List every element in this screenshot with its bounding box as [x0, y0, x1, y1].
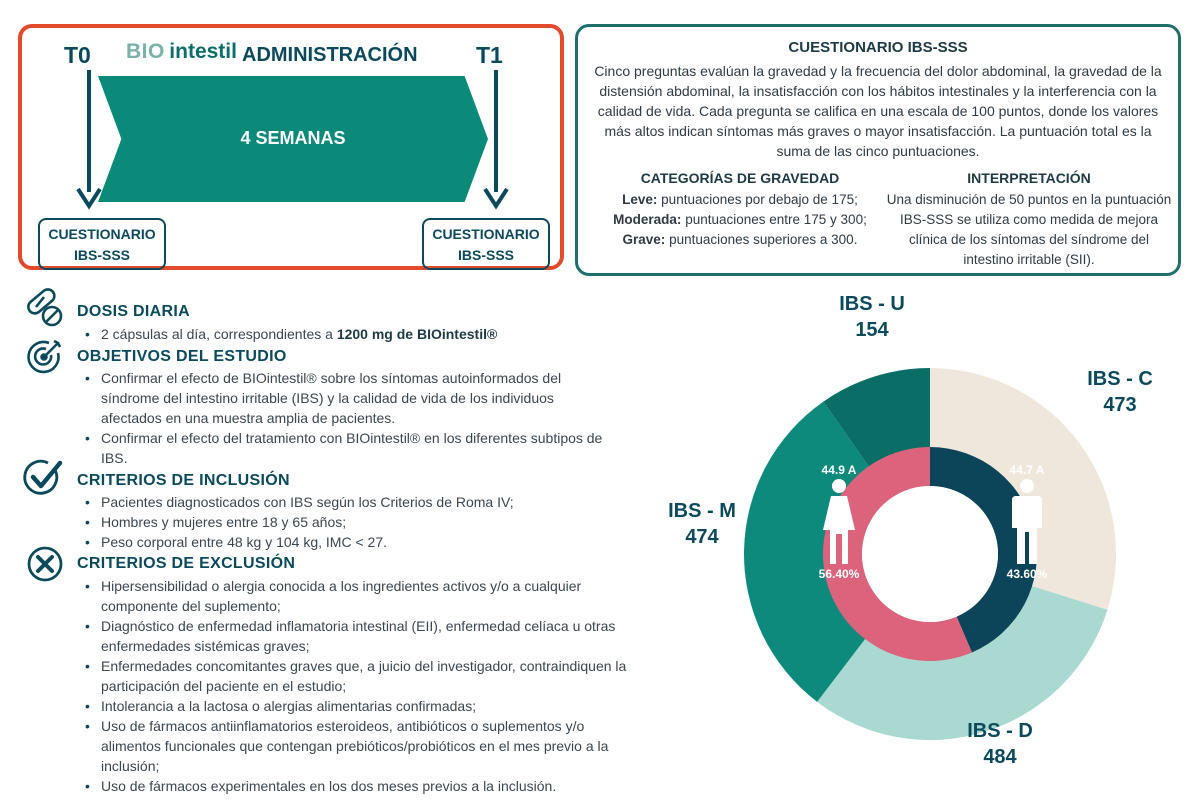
logo-bio-text: BIO [126, 40, 165, 63]
exclusion-item-1: • Hipersensibilidad o alergia conocida a los ingredientes activos y/o a cualquier componente del suplemento; [77, 576, 637, 616]
exclusion-item-2: • Diagnóstico de enfermedad inflamatoria intestinal (EII), enfermedad celíaca u otras enfermedades sistémicas graves; [77, 616, 637, 656]
ibs-u-value: 154 [855, 319, 889, 341]
t0-label: T0 [64, 42, 91, 68]
inclusion-item-1: • Pacientes diagnosticados con IBS según los Criterios de Roma IV; [77, 492, 637, 512]
questionnaire-t0-line2: IBS-SSS [73, 247, 130, 263]
exclusion-item-3: • Enfermedades concomitantes graves que, a juicio del investigador, contraindiquen la participación del paciente en el estudio; [77, 656, 637, 696]
exclusion-x-icon [26, 545, 64, 583]
questionnaire-t1-line2: IBS-SSS [457, 247, 514, 263]
exclusion-item-4: • Intolerancia a la lactosa o alergias alimentarias confirmadas; [77, 696, 637, 716]
severity-severe: Grave: puntuaciones superiores a 300. [622, 232, 858, 247]
ibs-d-label [940, 718, 1060, 770]
ibs-m-label [642, 498, 762, 550]
questionnaire-t1-box [422, 218, 550, 270]
male-age-label: 44.7 A [1009, 463, 1045, 477]
objective-item-1: • Confirmar el efecto de BIOintestil® sobre los síntomas autoinformados del síndrome del intestino irritable (IBS) y la calidad de vida de los individuos afectados en una muestra amplia de pacientes. [77, 368, 617, 428]
questionnaire-description: Cinco preguntas evalúan la gravedad y la frecuencia del dolor abdominal, la gravedad de la distensión abdominal, la insatisfacción con los hábitos intestinales y la interferencia con la calidad de vida. Cada pregunta se califica en una escala de 100 puntos, donde los valores más altos indican síntomas más graves o mayor insatisfacción. La puntuación total es la suma de las cinco puntuaciones. [594, 63, 1162, 159]
target-icon [24, 336, 66, 378]
severity-title: CATEGORÍAS DE GRAVEDAD [640, 170, 840, 186]
biointestil-logo [126, 40, 237, 64]
ibs-u-label [812, 291, 932, 343]
severity-list [582, 190, 898, 250]
severity-mild: Leve: puntuaciones por debajo de 175; [622, 192, 858, 207]
t1-label: T1 [476, 42, 503, 68]
inclusion-title: CRITERIOS DE INCLUSIÓN [77, 472, 290, 489]
female-figure-icon [819, 478, 859, 566]
questionnaire-title: CUESTIONARIO IBS-SSS [788, 39, 968, 56]
inclusion-list [77, 492, 637, 552]
ibs-c-value: 473 [1103, 394, 1137, 416]
objectives-title: OBJETIVOS DEL ESTUDIO [77, 348, 287, 365]
inclusion-item-2: • Hombres y mujeres entre 18 y 65 años; [77, 512, 637, 532]
female-percent-label: 56.40% [818, 567, 860, 581]
female-age-label: 44.9 A [821, 463, 857, 477]
ibs-subtype-donut-chart [740, 364, 1120, 744]
dose-title: DOSIS DIARIA [77, 303, 190, 320]
capsules-icon [22, 286, 66, 328]
administration-title: ADMINISTRACIÓN [242, 44, 418, 66]
ibs-d-value: 484 [983, 746, 1017, 768]
t1-arrow-head-icon [482, 186, 510, 210]
dose-list [77, 324, 637, 344]
donut-hole [862, 486, 998, 622]
severity-moderate: Moderada: puntuaciones entre 175 y 300; [613, 212, 867, 227]
ibs-c-name: IBS - C [1087, 368, 1153, 390]
interpretation-text: Una disminución de 50 puntos en la puntuación IBS-SSS se utiliza como medida de mejora clínica de los síntomas del síndrome del intestino irritable (SII). [886, 192, 1172, 267]
male-percent-label: 43.60% [1006, 567, 1048, 581]
exclusion-title: CRITERIOS DE EXCLUSIÓN [77, 555, 296, 572]
questionnaire-t0-box [38, 218, 166, 270]
dose-item: • 2 cápsulas al día, correspondientes a 1200 mg de BIOintestil® [77, 324, 637, 344]
questionnaire-t1-line1: CUESTIONARIO [432, 226, 540, 242]
inclusion-item-3: • Peso corporal entre 48 kg y 104 kg, IMC < 27. [77, 532, 637, 552]
ibs-m-name: IBS - M [668, 500, 736, 522]
male-figure-icon [1010, 478, 1044, 566]
objectives-list [77, 368, 617, 468]
ibs-c-label [1060, 366, 1180, 418]
exclusion-item-6: • Uso de fármacos experimentales en los dos meses previos a la inclusión. [77, 776, 637, 796]
ibs-d-name: IBS - D [967, 720, 1033, 742]
exclusion-list [77, 576, 637, 796]
t0-arrow-line [87, 70, 91, 192]
questionnaire-t0-line1: CUESTIONARIO [48, 226, 156, 242]
exclusion-item-5: • Uso de fármacos antiinflamatorios esteroideos, antibióticos o suplementos y/o alimentos funcionales que contengan prebióticos/probióticos en el mes previo a la inclusión; [77, 716, 637, 776]
checkmark-icon [22, 456, 66, 498]
interpretation-title: INTERPRETACIÓN [967, 170, 1091, 186]
t0-arrow-head-icon [75, 186, 103, 210]
t1-arrow-line [494, 70, 498, 192]
ibs-u-name: IBS - U [839, 293, 905, 315]
ibs-m-value: 474 [685, 526, 719, 548]
objective-item-2: • Confirmar el efecto del tratamiento con BIOintestil® en los diferentes subtipos de IBS. [77, 428, 617, 468]
duration-label: 4 SEMANAS [240, 128, 346, 148]
logo-intestil-text: intestil [169, 40, 237, 63]
